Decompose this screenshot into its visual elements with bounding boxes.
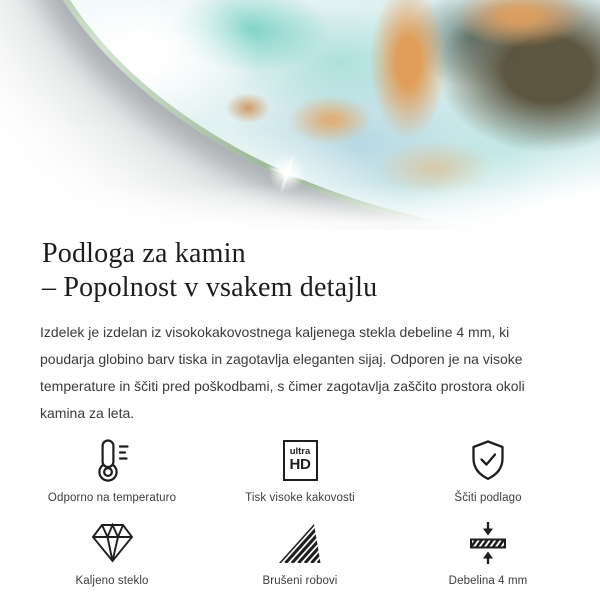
feature-label: Odporno na temperaturo: [47, 492, 177, 504]
product-photo: [0, 0, 600, 230]
feature-print-quality: [206, 437, 394, 504]
feature-label: Tisk visoke kakovosti: [245, 492, 355, 504]
ultra-hd-icon: [283, 437, 318, 483]
beveled-edge-icon: [277, 520, 323, 566]
feature-label: Kaljeno steklo: [75, 575, 149, 587]
feature-label: Debelina 4 mm: [448, 575, 528, 587]
product-description-text: Izdelek je izdelan iz visokokakovostnega kaljenega stekla debeline 4 mm, ki poudarja globino barv tiska in zagotavlja eleganten sijaj. Odporen je na visoke temperature in ščiti pred poškodbami, s čimer zagotavlja zaščito prostora okoli kamina za leta.: [40, 324, 525, 421]
product-description-section: [0, 237, 600, 587]
page-title: [42, 237, 560, 305]
feature-protects-surface: [394, 437, 582, 504]
feature-thickness: [394, 520, 582, 587]
page-title-line1: Podloga za kamin: [42, 238, 246, 269]
shield-check-icon: [465, 437, 511, 483]
feature-label: Ščiti podlago: [454, 492, 522, 504]
page-title-line2: – Popolnost v vsakem detajlu: [42, 272, 378, 303]
ultra-hd-badge-top: ultra: [289, 446, 311, 457]
thickness-icon: [465, 520, 511, 566]
ultra-hd-badge-bottom: HD: [289, 456, 311, 473]
feature-tempered-glass: [18, 520, 206, 587]
thermometer-icon: [89, 437, 135, 483]
feature-grid: [18, 437, 582, 587]
feature-polished-edges: [206, 520, 394, 587]
feature-temperature-resistant: [18, 437, 206, 504]
diamond-icon: [89, 520, 135, 566]
feature-label: Brušeni robovi: [262, 575, 338, 587]
